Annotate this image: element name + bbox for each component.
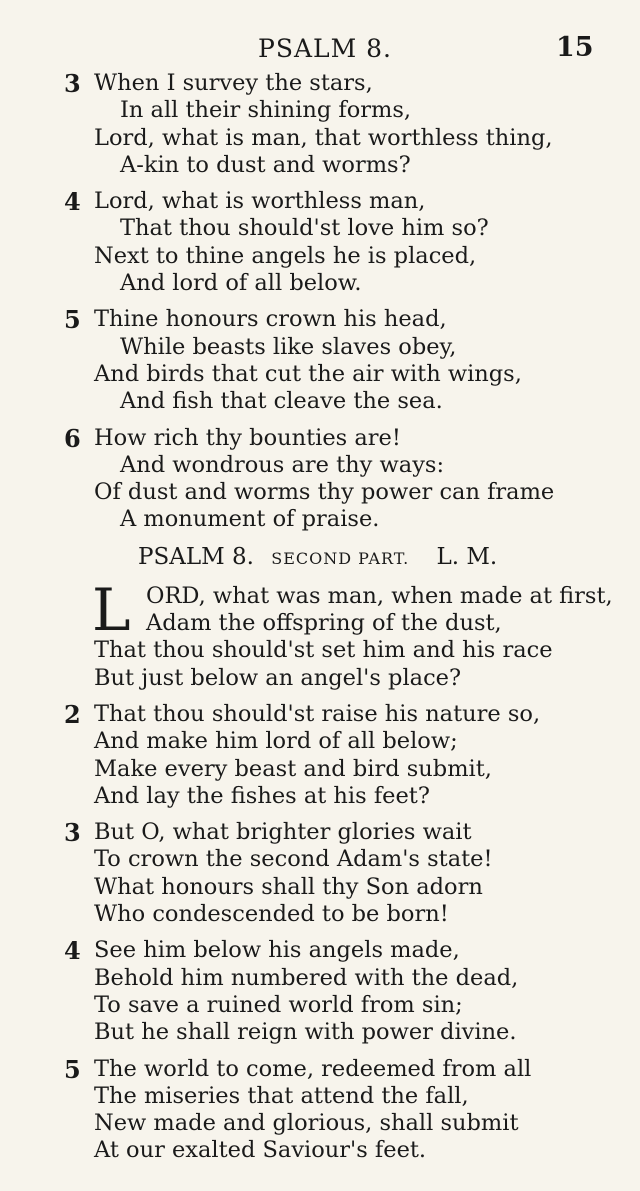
stanza-line: Lord, what is worthless man, (94, 188, 426, 215)
drop-cap: L (92, 575, 131, 644)
stanza-line: A-kin to dust and worms? (120, 151, 411, 178)
stanza-line: But just below an angel's place? (94, 664, 462, 691)
stanza-number: 3 (64, 818, 81, 848)
stanza-line: Of dust and worms thy power can frame (94, 479, 555, 506)
stanza-3 (62, 819, 582, 928)
stanza-number: 6 (64, 423, 81, 453)
stanza-line: To crown the second Adam's state! (94, 846, 493, 873)
stanza-number: 4 (64, 187, 81, 217)
stanza-4 (62, 937, 582, 1046)
stanza-line: But he shall reign with power divine. (94, 1019, 517, 1046)
section-heading (62, 543, 582, 573)
stanza-line: Adam the offspring of the dust, (146, 610, 502, 637)
stanza-line: ORD, what was man, when made at first, (146, 582, 613, 609)
stanza-line: But O, what brighter glories wait (94, 819, 472, 846)
stanza-line: Behold him numbered with the dead, (94, 964, 519, 991)
stanza-6 (62, 425, 582, 534)
section-title: PSALM 8. (138, 543, 254, 570)
stanza-line: The miseries that attend the fall, (94, 1082, 469, 1109)
stanza-line: While beasts like slaves obey, (120, 333, 457, 360)
stanza-5 (62, 306, 582, 415)
stanza-number: 2 (64, 699, 81, 729)
stanza-line: When I survey the stars, (94, 70, 373, 96)
stanza-5 (62, 1056, 582, 1165)
stanza-line: And fish that cleave the sea. (120, 388, 443, 415)
psalm-8-part-two (62, 701, 582, 1165)
page-header (0, 30, 640, 70)
stanza-line: A monument of praise. (120, 506, 380, 533)
stanza-line: That thou should'st love him so? (120, 215, 489, 242)
hymn-text (62, 69, 613, 1174)
stanza-line: To save a ruined world from sin; (94, 991, 463, 1018)
stanza-line: See him below his angels made, (94, 937, 460, 964)
stanza-line: Thine honours crown his head, (94, 306, 447, 333)
stanza-1 (62, 575, 613, 692)
stanza-line: How rich thy bounties are! (94, 424, 401, 451)
stanza-number: 5 (64, 1054, 81, 1084)
stanza-line: That thou should'st set him and his race (94, 637, 553, 664)
stanza-line: The world to come, redeemed from all (94, 1055, 532, 1082)
section-subtitle: SECOND PART. (271, 548, 410, 568)
page-number: 15 (556, 32, 594, 63)
stanza-number: 4 (64, 936, 81, 966)
stanza-4 (62, 188, 582, 297)
stanza-line: What honours shall thy Son adorn (94, 873, 483, 900)
stanza-line: Next to thine angels he is placed, (94, 242, 477, 269)
stanza-3 (62, 70, 582, 179)
stanza-line: New made and glorious, shall submit (94, 1110, 519, 1137)
stanza-line: Lord, what is man, that worthless thing, (94, 124, 553, 151)
stanza-line: And lord of all below. (120, 270, 362, 297)
section-meter: L. M. (436, 543, 498, 570)
stanza-line: Make every beast and bird submit, (94, 755, 492, 782)
stanza-line: And lay the fishes at his feet? (94, 782, 430, 809)
stanza-line: And make him lord of all below; (94, 728, 458, 755)
stanza-line: In all their shining forms, (120, 97, 412, 124)
stanza-2 (62, 701, 582, 810)
psalm-8-part-one (62, 70, 582, 534)
stanza-line: Who condescended to be born! (94, 901, 449, 928)
stanza-line: And wondrous are thy ways: (120, 451, 445, 478)
stanza-line: And birds that cut the air with wings, (94, 360, 522, 387)
running-title: PSALM 8. (258, 34, 393, 63)
stanza-line: At our exalted Saviour's feet. (94, 1137, 427, 1164)
stanza-line: That thou should'st raise his nature so, (94, 700, 541, 727)
stanza-number: 5 (64, 305, 81, 335)
stanza-number: 3 (64, 69, 81, 98)
